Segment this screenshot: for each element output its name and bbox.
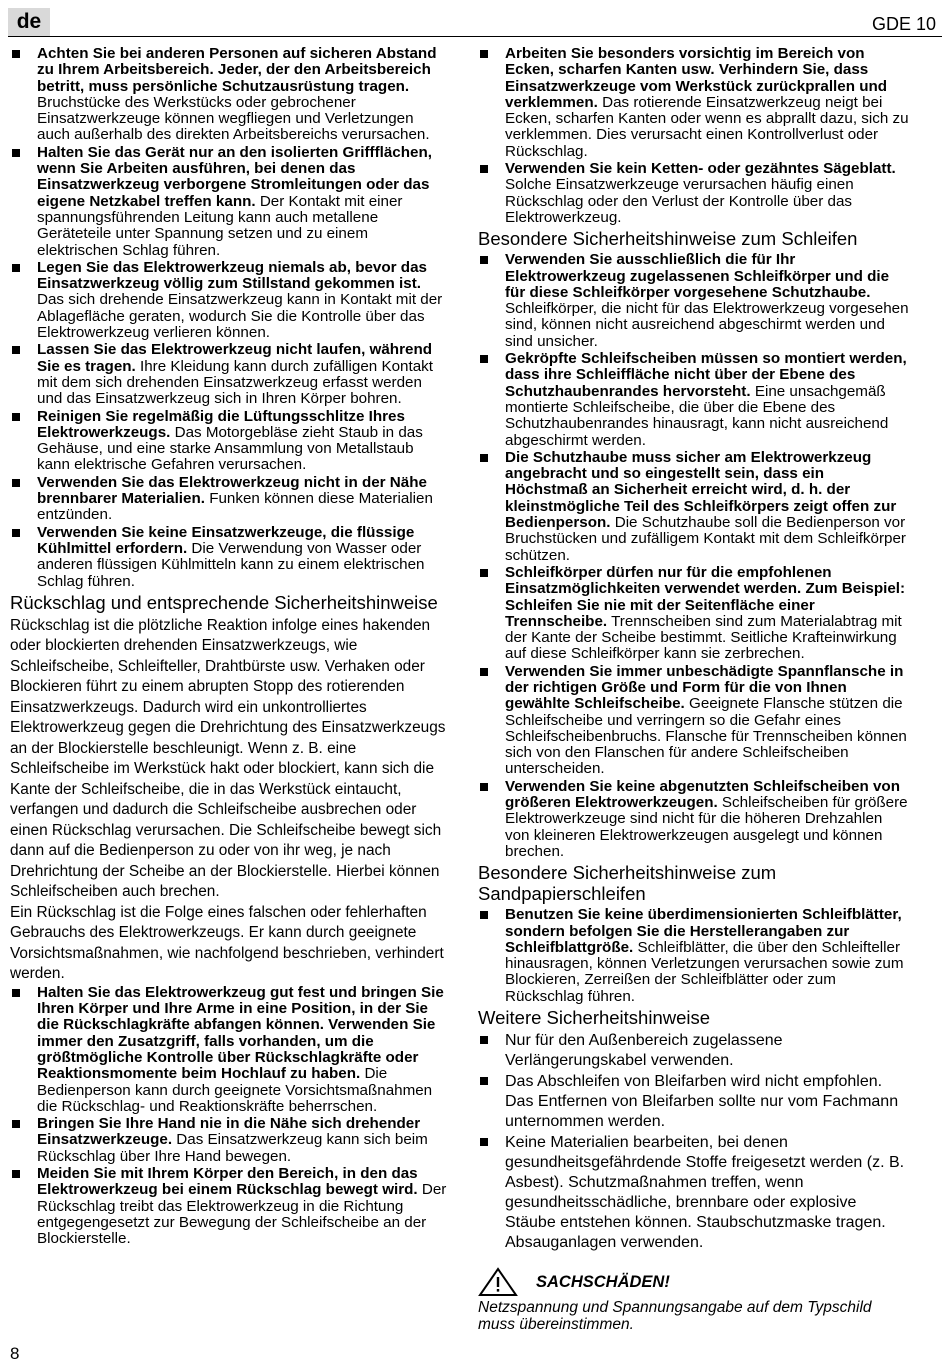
item-text: Funken können diese Materialien entzünden. [37,490,433,524]
list-item [478,351,910,449]
list-item [478,46,910,160]
bullet-square-icon [480,355,488,363]
list-item [10,46,450,144]
kickback-paragraph-2: Ein Rückschlag ist die Folge eines falschen oder fehlerhaften Gebrauchs des Elektrowerkzeugs. Er kann durch geeignete Vorsichtsmaßnahmen, wie nachfolgend beschrieben, verhindert werden. [10,903,444,983]
item-bold-text: Legen Sie das Elektrowerkzeug niemals ab, bevor das Einsatzwerkzeug völlig zum Stillstand gekommen ist. [37,258,427,293]
item-bold-text: Verwenden Sie keine abgenutzten Schleifscheiben von größeren Elektrowerkzeugen. [505,777,900,812]
item-bold-text: Reinigen Sie regelmäßig die Lüftungsschlitze Ihres Elektrowerkzeugs. [37,407,405,441]
list-item [10,985,450,1115]
bullet-square-icon [480,1138,488,1146]
list-item [478,161,910,226]
bullet-square-icon [480,454,488,462]
section-heading-sanding: Besondere Sicherheitshinweise zum Sandpapierschleifen [478,862,777,905]
bullet-square-icon [480,668,488,676]
item-text: Das Motorgebläse zieht Staub in das Gehäuse, und eine starke Ansammlung von Metallstaub kann elektrische Gefahren verursachen. [37,423,423,474]
bullet-square-icon [480,1036,488,1044]
item-bold-text: Meiden Sie mit Ihrem Körper den Bereich, in den das Elektrowerkzeug bei einem Rückschlag bewegt wird. [37,1165,418,1199]
language-tab: de [8,8,50,36]
bullet-square-icon [12,479,20,487]
list-item [10,475,450,524]
list-item [10,260,450,341]
item-bold-text: Schleifkörper dürfen nur für die empfohlenen Einsatzmöglichkeiten verwendet werden. Zum Beispiel: Schleifen Sie nie mit der Seitenfläche einer Trennscheibe. [505,563,906,630]
list-item [478,664,910,778]
item-text: Schleifkörper, die nicht für das Elektrowerkzeug vorgesehen sind, können nicht ausreichend abgeschirmt werden und sind unsicher. [505,300,909,350]
bullet-square-icon [12,1170,20,1178]
item-text: Das Einsatzwerkzeug kann sich beim Rückschlag über Ihre Hand bewegen. [37,1131,428,1165]
item-text: Der Rückschlag treibt das Elektrowerkzeug in die Richtung entgegengesetzt zur Bewegung der Schleifscheibe an der Blockierstelle. [37,1181,447,1248]
item-bold-text: Lassen Sie das Elektrowerkzeug nicht laufen, während Sie es tragen. [37,341,432,375]
item-bold-text: Verwenden Sie immer unbeschädigte Spannflansche in der richtigen Größe und Form für die von Ihnen gewählte Schleifscheibe. [505,662,904,713]
item-bold-text: Die Schutzhaube muss sicher am Elektrowerkzeug angebracht und so eingestellt sein, dass ein Höchstmaß an Sicherheit erreicht wird, d. h. der kleinstmögliche Teil des Schleifkörpers zeigt offen zur Bedienperson. [505,448,897,532]
section-heading-grinding: Besondere Sicherheitshinweise zum Schleifen [478,228,858,250]
item-bold-text: Bringen Sie Ihre Hand nie in die Nähe sich drehender Einsatzwerkzeuge. [37,1115,421,1149]
item-text: Solche Einsatzwerkzeuge verursachen häufig einen Rückschlag oder den Verlust der Kontrolle über das Elektrowerkzeug. [505,176,854,226]
safety-list [10,46,450,590]
bullet-square-icon [480,569,488,577]
right-column [478,46,910,1333]
left-column [10,46,450,1249]
item-bold-text: Verwenden Sie keine Einsatzwerkzeuge, die flüssige Kühlmittel erfordern. [37,523,415,557]
bullet-square-icon [12,989,20,997]
item-bold-text: Arbeiten Sie besonders vorsichtig im Bereich von Ecken, scharfen Kanten usw. Verhindern Sie, dass Einsatzwerkzeuge vom Werkstück zurückprallen und verklemmen. [505,45,888,111]
kickback-paragraph-1: Rückschlag ist die plötzliche Reaktion infolge eines hakenden oder blockierten drehenden Einsatzwerkzeugs, wie Schleifscheibe, Schleifteller, Drahtbürste usw. Verhaken oder Blockieren führt zu einem abrupten Stopp des rotierenden Einsatzwerkzeugs. Dadurch wird ein unkontrolliertes Elektrowerkzeug gegen die Drehrichtung des Einsatzwerkzeugs an der Blockierstelle beschleunigt. Wenn z. B. eine Schleifscheibe im Werkstück hakt oder blockiert, kann sich die Kante der Schleifscheibe, die in das Werkstück eintaucht, verfangen und dadurch die Schleifscheibe ausbrechen oder einen Rückschlag verursachen. Die Schleifscheibe bewegt sich dann auf die Bedienperson zu oder von ihr weg, je nach Drehrichtung der Scheibe an der Blockierstelle. Hierbei können Schleifscheiben auch brechen. [10,616,446,901]
item-text: Bruchstücke des Werkstücks oder gebrochener Einsatzwerkzeuge können wegfliegen und Verletzungen auch außerhalb des direkten Arbeitsbereichs verursachen. [37,93,430,144]
bullet-square-icon [12,346,20,354]
list-item [10,342,450,407]
item-text: Die Bedienperson kann durch geeignete Vorsichtsmaßnahmen die Rückschlag- und Reaktionskräfte beherrschen. [37,1065,433,1115]
warning-title: SACHSCHÄDEN! [536,1273,670,1292]
item-text: Schleifblätter, die über den Schleifteller hinausragen, können Verletzungen verursachen sowie zum Blockieren, Zerreißen der Schleifblätter oder zum Rückschlag führen. [505,938,904,1005]
item-bold-text: Halten Sie das Elektrowerkzeug gut fest und bringen Sie Ihren Körper und Ihre Arme in eine Position, in der Sie die Rückschlagkräfte abfangen können. Verwenden Sie immer den Zusatzgriff, falls vorhanden, um die größtmögliche Kontrolle über Rückschlagkräfte oder Reaktionsmomente beim Hochlauf zu haben. [37,983,444,1083]
item-text: Trennscheiben sind zum Materialabtrag mit der Kante der Scheibe bestimmt. Seitliche Krafteinwirkung auf diese Schleifkörper kann sie zerbrechen. [505,612,902,663]
warning-text: Netzspannung und Spannungsangabe auf dem Typschild muss übereinstimmen. [478,1299,872,1334]
list-item [10,409,450,474]
bullet-square-icon [480,165,488,173]
sanding-list [478,907,910,1005]
bullet-square-icon [12,149,20,157]
list-item [10,145,450,259]
item-text: Eine unsachgemäß montierte Schleifscheibe, die über die Ebene des Schutzhaubenrandes hinausragt, kann nicht ausreichend abgeschirmt werden. [505,382,889,449]
item-bold-text: Gekröpfte Schleifscheiben müssen so montiert werden, dass ihre Schleiffläche nicht über der Ebene des Schutzhaubenrandes hervorsteht. [505,350,907,400]
item-text: Schleifscheiben für größere Elektrowerkzeuge sind nicht für die höheren Drehzahlen von kleineren Elektrowerkzeugen ausgelegt und können brechen. [505,794,908,860]
item-text: Die Schutzhaube soll die Bedienperson vor Bruchstücken und zufälligem Kontakt mit dem Schleifkörper schützen. [505,514,906,564]
bullet-square-icon [480,1077,488,1085]
warning-triangle-icon [478,1267,518,1297]
bullet-square-icon [480,911,488,919]
list-item [478,1031,910,1071]
item-bold-text: Verwenden Sie ausschließlich die für Ihr Elektrowerkzeug zugelassenen Schleifkörper und die für diese Schleifkörper vorgesehene Schutzhaube. [505,251,890,301]
item-bold-text: Halten Sie das Gerät nur an den isolierten Griffflächen, wenn Sie Arbeiten ausführen, bei denen das Einsatzwerkzeug verborgene Stromleitungen oder das eigene Netzkabel treffen kann. [37,143,432,210]
section-heading-further: Weitere Sicherheitshinweise [478,1007,711,1029]
list-item [478,907,910,1005]
grinding-list [478,252,910,860]
item-bold-text: Verwenden Sie das Elektrowerkzeug nicht in der Nähe brennbarer Materialien. [37,473,427,508]
item-text: Keine Materialien bearbeiten, bei denen gesundheitsgefährdende Stoffe freigesetzt werden (z. B. Asbest). Schutzmaßnahmen treffen, wenn gesundheitsschädliche, brennbare oder explosive Stäube entstehen können. Staubschutzmaske tragen. Absauganlagen verwenden. [505,1134,905,1252]
header-rule [8,36,942,37]
bullet-square-icon [480,783,488,791]
list-item [10,1116,450,1165]
list-item [10,1166,450,1247]
item-text: Das rotierende Einsatzwerkzeug neigt bei Ecken, scharfen Kanten oder wenn es abprallt dazu, sich zu verklemmen. Dies verursacht einen Kontrollverlust oder Rückschlag. [505,93,909,160]
safety-list-continued [478,46,910,226]
list-item [478,1133,910,1253]
item-bold-text: Verwenden Sie kein Ketten- oder gezähntes Sägeblatt. [505,160,896,178]
bullet-square-icon [12,413,20,421]
item-bold-text: Benutzen Sie keine überdimensionierten Schleifblätter, sondern befolgen Sie die Herstellerangaben zur Schleifblattgröße. [505,906,902,956]
warning-row [478,1267,910,1295]
list-item [478,450,910,564]
bullet-square-icon [12,1120,20,1128]
item-text: Das sich drehende Einsatzwerkzeug kann in Kontakt mit der Ablagefläche geraten, wodurch Sie die Kontrolle über das Elektrowerkzeug verlieren können. [37,291,443,342]
kickback-list [10,985,450,1248]
item-text: Geeignete Flansche stützen die Schleifscheibe und verringern so die Gefahr eines Schleifscheibenbruchs. Flansche für Trennscheiben können sich von den Flanschen für andere Schleifscheiben unterscheiden. [505,695,907,778]
bullet-square-icon [12,50,20,58]
item-text: Das Abschleifen von Bleifarben wird nicht empfohlen. Das Entfernen von Bleifarben sollte nur vom Fachmann unternommen werden. [505,1073,899,1131]
list-item [10,525,450,590]
list-item [478,565,910,663]
item-text: Die Verwendung von Wasser oder anderen flüssigen Kühlmitteln kann zu einem elektrischen Schlag führen. [37,539,425,590]
item-text: Nur für den Außenbereich zugelassene Verlängerungskabel verwenden. [505,1032,783,1070]
model-name: GDE 10 [871,14,936,34]
list-item [478,1072,910,1132]
bullet-square-icon [12,264,20,272]
item-bold-text: Achten Sie bei anderen Personen auf sicheren Abstand zu Ihrem Arbeitsbereich. Jeder, der den Arbeitsbereich betritt, muss persönliche Schutzausrüstung tragen. [37,45,437,95]
bullet-square-icon [480,50,488,58]
bullet-square-icon [480,256,488,264]
section-heading-kickback: Rückschlag und entsprechende Sicherheitshinweise [10,591,438,613]
list-item [478,779,910,860]
bullet-square-icon [12,529,20,537]
page-number: 8 [10,1344,20,1363]
item-text: Der Kontakt mit einer spannungsführenden Leitung kann auch metallene Geräteteile unter Spannung setzen und zu einem elektrischen Schlag führen. [37,192,403,259]
list-item [478,252,910,350]
item-text: Ihre Kleidung kann durch zufälligen Kontakt mit dem sich drehenden Einsatzwerkzeug erfasst werden und das Einsatzwerkzeug sich in Ihren Körper bohren. [37,357,433,408]
further-list [478,1031,910,1253]
